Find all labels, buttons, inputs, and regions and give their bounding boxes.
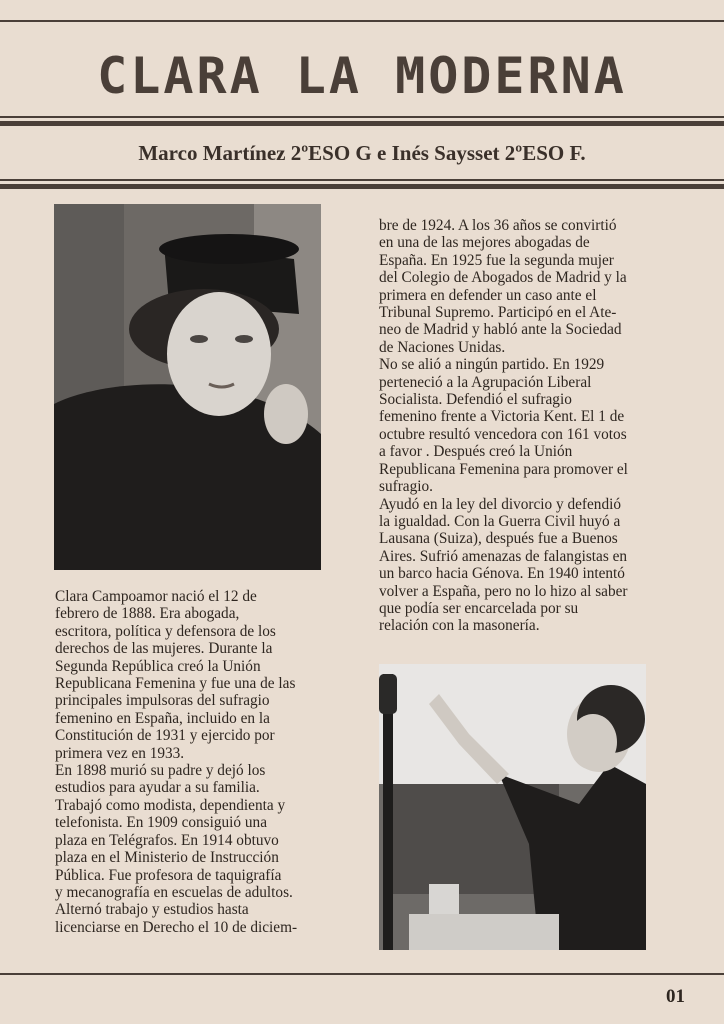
article-paragraph: No se alió a ningún partido. En 1929 perteneció a la Agrupación Liberal Socialista. Defendió el sufragio femenino frente a Victoria Kent. El 1 de octubre resultó vencedora con 161 votos a favor . Después creó la Unión Republicana Femenina para promover el sufragio. <box>379 356 628 496</box>
article-paragraph: En 1898 murió su padre y dejó los estudios para ayudar a su familia. Trabajó como modista, dependienta y telefonista. En 1909 consiguió una plaza en Telégrafos. En 1914 obtuvo plaza en el Ministerio de Instrucción Pública. Fue profesora de taquigrafía y mecanografía en escuelas de adultos. Alternó trabajo y estudios hasta licenciarse en Derecho el 10 de diciem- <box>55 762 298 936</box>
page-number: 01 <box>666 986 685 1007</box>
top-rule <box>0 20 724 22</box>
footer-rule <box>0 973 724 975</box>
authors-line: Marco Martínez 2ºESO G e Inés Saysset 2ºESO F. <box>138 141 586 165</box>
speech-photo-icon <box>379 664 646 950</box>
portrait-photo-icon <box>54 204 321 570</box>
page-title: CLARA LA MODERNA <box>97 47 627 105</box>
authors-rule-thick <box>0 184 724 189</box>
article-paragraph: bre de 1924. A los 36 años se convirtió en una de las mejores abogadas de España. En 1925 fue la segunda mujer del Colegio de Abogados de Madrid y la primera en defender un caso ante el Tribunal Supremo. Participó en el Ate- neo de Madrid y habló ante la Sociedad de Naciones Unidas. <box>379 217 627 356</box>
article-paragraph: Clara Campoamor nació el 12 de febrero de 1888. Era abogada, escritora, política y defensora de los derechos de las mujeres. Durante la Segunda República creó la Unión Republicana Femenina y fue una de las principales impulsoras del sufragio femenino en España, incluido en la Constitución de 1931 y ejercido por primera vez en 1933. <box>55 588 296 762</box>
title-rule-thick <box>0 121 724 126</box>
article-column-left <box>55 588 327 936</box>
article-column-right <box>379 217 661 635</box>
speech-photo <box>379 664 646 950</box>
authors-rule-thin <box>0 179 724 181</box>
article-paragraph: Ayudó en la ley del divorcio y defendió la igualdad. Con la Guerra Civil huyó a Lausana (Suiza), después fue a Buenos Aires. Sufrió amenazas de falangistas en un barco hacia Génova. En 1940 intentó volver a España, pero no lo hizo al saber que podía ser encarcelada por su relación con la masonería. <box>379 495 628 635</box>
title-rule-thin <box>0 116 724 118</box>
portrait-photo <box>54 204 321 570</box>
